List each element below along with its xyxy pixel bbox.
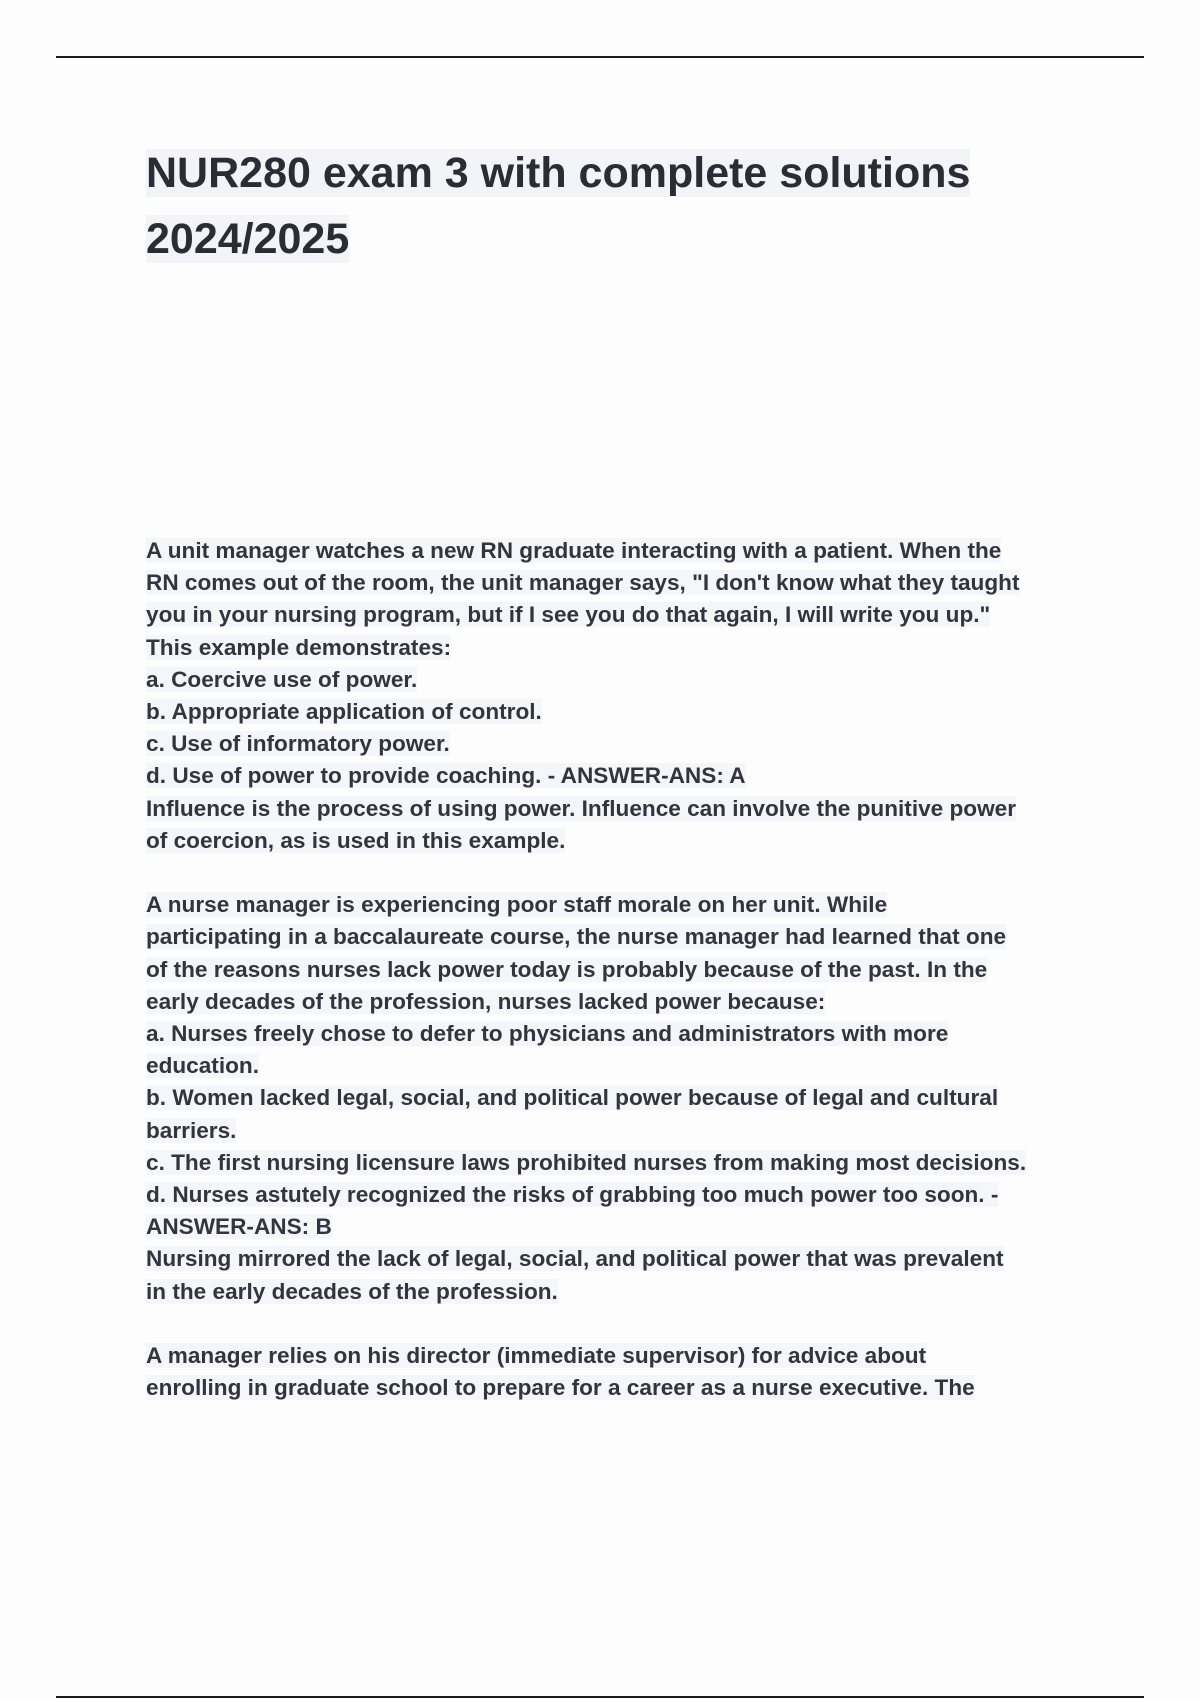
document-title: [146, 140, 1086, 272]
question-block-3: [146, 1340, 1096, 1404]
text-line: A unit manager watches a new RN graduate interacting with a patient. When the: [146, 538, 1002, 563]
document-body: [146, 535, 1096, 1437]
text-line: A nurse manager is experiencing poor staff morale on her unit. While: [146, 892, 888, 918]
answer-option: education.: [146, 1053, 259, 1079]
text-line: RN comes out of the room, the unit manager says, "I don't know what they taught: [146, 570, 1020, 596]
answer-option: barriers.: [146, 1117, 237, 1143]
rationale-line: of coercion, as is used in this example.: [146, 827, 566, 853]
rationale-line: Influence is the process of using power. Influence can involve the punitive power: [146, 795, 1017, 821]
header-divider: [56, 56, 1144, 58]
answer-option: c. The first nursing licensure laws prohibited nurses from making most decisions.: [146, 1149, 1027, 1175]
text-line: enrolling in graduate school to prepare for a career as a nurse executive. The: [146, 1375, 975, 1401]
answer-option: b. Appropriate application of control.: [146, 699, 542, 725]
answer-option: b. Women lacked legal, social, and political power because of legal and cultural: [146, 1085, 999, 1111]
answer-option: c. Use of informatory power.: [146, 731, 450, 757]
answer-key: ANSWER-ANS: B: [146, 1214, 332, 1240]
answer-option: a. Coercive use of power.: [146, 666, 418, 692]
text-line: early decades of the profession, nurses lacked power because:: [146, 988, 826, 1014]
text-line: you in your nursing program, but if I see you do that again, I will write you up.": [146, 602, 991, 628]
answer-option: d. Nurses astutely recognized the risks of grabbing too much power too soon. -: [146, 1182, 999, 1208]
text-line: A manager relies on his director (immediate supervisor) for advice about: [146, 1343, 927, 1369]
answer-option: d. Use of power to provide coaching. - ANSWER-ANS: A: [146, 763, 746, 789]
question-block-1: [146, 535, 1096, 857]
footer-divider: [56, 1696, 1144, 1698]
answer-option: a. Nurses freely chose to defer to physicians and administrators with more: [146, 1021, 949, 1047]
text-line: participating in a baccalaureate course, the nurse manager had learned that one: [146, 924, 1007, 950]
text-line: This example demonstrates:: [146, 634, 452, 660]
title-line: NUR280 exam 3 with complete solutions: [146, 149, 971, 197]
question-block-2: [146, 889, 1096, 1308]
title-line: 2024/2025: [146, 215, 350, 263]
rationale-line: Nursing mirrored the lack of legal, social, and political power that was prevalent: [146, 1246, 1004, 1272]
text-line: of the reasons nurses lack power today is probably because of the past. In the: [146, 956, 988, 982]
rationale-line: in the early decades of the profession.: [146, 1278, 558, 1304]
